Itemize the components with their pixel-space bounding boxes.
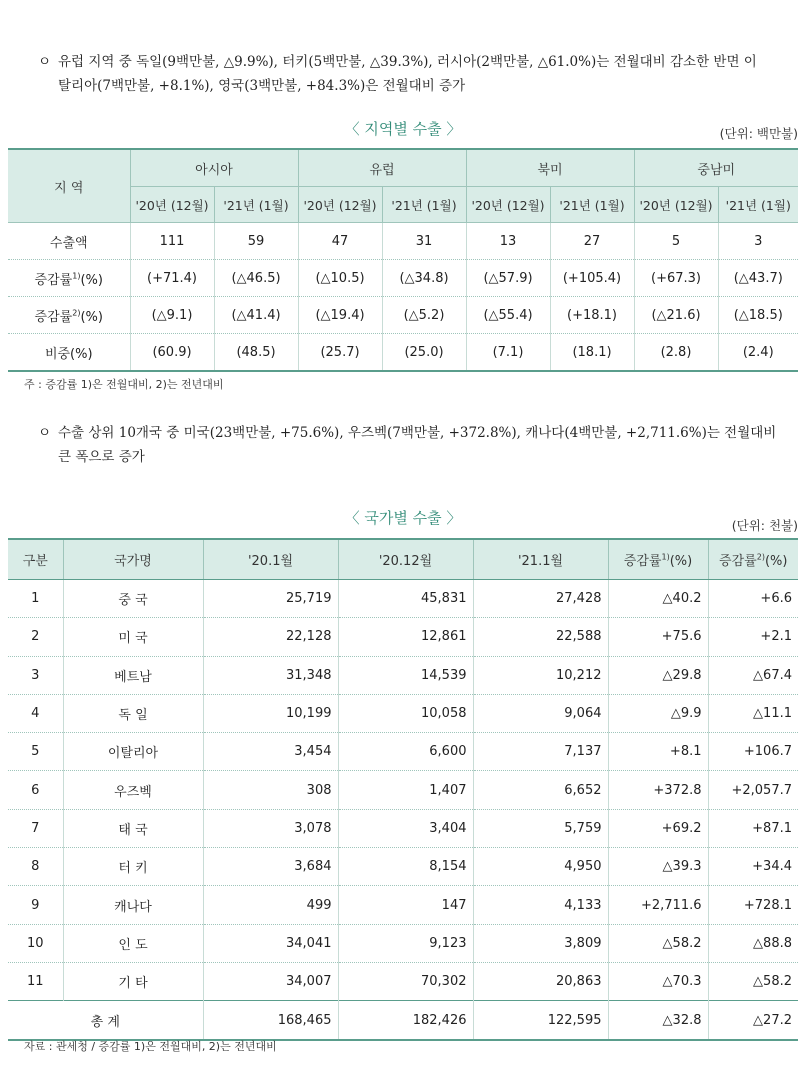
period-header: '20년 (12월) [634,187,718,223]
country-table-row [8,924,798,962]
total-cell-g1: △32.8 [608,1001,708,1041]
country-cell-c1: 3,684 [203,848,338,886]
region-value-cell: (18.1) [550,334,634,372]
total-cell-c3: 122,595 [473,1001,608,1041]
country-cell-c3: 7,137 [473,733,608,771]
period-header: '20년 (12월) [298,187,382,223]
region-value-cell: (25.7) [298,334,382,372]
country-cell-g2: +106.7 [708,733,798,771]
country-cell-c1: 31,348 [203,656,338,694]
mom-growth-header: 증감률$^{1)}$(%) [608,539,708,580]
country-cell-g1: △58.2 [608,924,708,962]
country-cell-c2: 6,600 [338,733,473,771]
country-cell-g1: +75.6 [608,618,708,656]
region-value-cell: (2.4) [718,334,798,372]
country-cell-rank: 11 [8,962,63,1000]
region-value-cell: (△18.5) [718,297,798,334]
country-cell-g2: △67.4 [708,656,798,694]
country-table-row [8,886,798,924]
region-value-cell: 111 [130,223,214,260]
bullet-line-1: 수출 상위 10개국 중 미국(23백만불, +75.6%), 우즈벡(7백만불, +372.8%), 캐나다(4백만불, +2,711.6%)는 전월대비 [58,425,777,441]
region-value-cell: (7.1) [466,334,550,372]
country-cell-c3: 4,133 [473,886,608,924]
country-table-row [8,618,798,656]
country-cell-c1: 22,128 [203,618,338,656]
region-value-cell: (+105.4) [550,260,634,297]
country-cell-c3: 9,064 [473,694,608,732]
country-cell-g1: +8.1 [608,733,708,771]
period-header: '21년 (1월) [550,187,634,223]
country-cell-c3: 27,428 [473,580,608,618]
country-cell-rank: 6 [8,771,63,809]
country-cell-rank: 2 [8,618,63,656]
country-cell-g1: △70.3 [608,962,708,1000]
region-value-cell: (48.5) [214,334,298,372]
region-value-cell: (△57.9) [466,260,550,297]
country-cell-c1: 308 [203,771,338,809]
country-table-row [8,656,798,694]
country-cell-c1: 34,007 [203,962,338,1000]
country-total-row [8,1001,798,1041]
country-table-row [8,694,798,732]
row-label: 수출액 [8,223,130,260]
region-table-row [8,260,798,297]
region-value-cell: (△19.4) [298,297,382,334]
country-cell-g1: +372.8 [608,771,708,809]
country-cell-name: 독 일 [63,694,203,732]
country-cell-rank: 1 [8,580,63,618]
country-cell-c2: 147 [338,886,473,924]
region-value-cell: (△43.7) [718,260,798,297]
country-cell-rank: 5 [8,733,63,771]
region-value-cell: 3 [718,223,798,260]
country-cell-g2: +6.6 [708,580,798,618]
country-table-row [8,771,798,809]
period-header: '21년 (1월) [718,187,798,223]
rank-header: 구분 [8,539,63,580]
country-cell-c2: 12,861 [338,618,473,656]
region-value-cell: (+18.1) [550,297,634,334]
region-table-caption: 〈 지역별 수출 〉 [344,120,462,138]
country-cell-g2: △58.2 [708,962,798,1000]
bullet-mark: ㅇ [38,54,52,70]
country-table-caption: 〈 국가별 수출 〉 [344,509,462,527]
country-cell-g2: +2.1 [708,618,798,656]
country-cell-c2: 3,404 [338,809,473,847]
country-cell-g1: △29.8 [608,656,708,694]
region-value-cell: 5 [634,223,718,260]
country-table-source-note: 자료 : 관세청 / 증감률 1)은 전월대비, 2)는 전년대비 [24,1040,277,1053]
row-label: 비중(%) [44,346,93,362]
country-table-row [8,962,798,1000]
summary-bullet-top10 [38,421,798,469]
country-cell-name: 베트남 [63,656,203,694]
total-cell-c1: 168,465 [203,1001,338,1041]
country-cell-c1: 34,041 [203,924,338,962]
country-name-header: 국가명 [63,539,203,580]
country-cell-rank: 10 [8,924,63,962]
country-cell-g2: +34.4 [708,848,798,886]
country-cell-g2: △11.1 [708,694,798,732]
region-header-north-america: 북미 [466,149,634,187]
country-cell-rank: 8 [8,848,63,886]
region-value-cell: (△21.6) [634,297,718,334]
period-header: '21년 (1월) [382,187,466,223]
country-cell-c2: 45,831 [338,580,473,618]
country-cell-rank: 9 [8,886,63,924]
country-cell-c3: 20,863 [473,962,608,1000]
jan-2020-header: '20.1월 [203,539,338,580]
bullet-mark: ㅇ [38,425,52,441]
country-cell-name: 기 타 [63,962,203,1000]
country-cell-g1: +69.2 [608,809,708,847]
country-cell-c3: 10,212 [473,656,608,694]
region-value-cell: (△10.5) [298,260,382,297]
country-cell-g1: △39.3 [608,848,708,886]
country-cell-c1: 499 [203,886,338,924]
country-cell-name: 우즈벡 [63,771,203,809]
country-cell-name: 중 국 [63,580,203,618]
country-cell-name: 미 국 [63,618,203,656]
region-corner-header: 지 역 [8,149,130,223]
region-value-cell: (60.9) [130,334,214,372]
region-table-note: 주 : 증감률 1)은 전월대비, 2)는 전년대비 [24,378,224,391]
region-value-cell: (+71.4) [130,260,214,297]
region-value-cell: 59 [214,223,298,260]
country-cell-name: 인 도 [63,924,203,962]
country-cell-c3: 22,588 [473,618,608,656]
region-value-cell: (△5.2) [382,297,466,334]
region-value-cell: 27 [550,223,634,260]
country-cell-c3: 4,950 [473,848,608,886]
bullet-line-2: 탈리아(7백만불, +8.1%), 영국(3백만불, +84.3%)은 전월대비 증가 [58,78,466,94]
row-label: 증감률$^{1)}$(%) [8,260,130,297]
country-cell-g1: △9.9 [608,694,708,732]
country-cell-name: 터 키 [63,848,203,886]
yoy-growth-header: 증감률$^{2)}$(%) [708,539,798,580]
country-cell-g1: +2,711.6 [608,886,708,924]
region-export-table [8,148,798,372]
country-cell-c2: 9,123 [338,924,473,962]
region-header-europe: 유럽 [298,149,466,187]
region-value-cell: (△9.1) [130,297,214,334]
country-cell-rank: 4 [8,694,63,732]
country-cell-c3: 5,759 [473,809,608,847]
country-cell-g2: △88.8 [708,924,798,962]
country-table-row [8,848,798,886]
country-table-row [8,809,798,847]
summary-bullet-europe [38,50,798,98]
row-label: 증감률$^{2)}$(%) [8,297,130,334]
country-cell-c2: 1,407 [338,771,473,809]
region-value-cell: 31 [382,223,466,260]
dec-2020-header: '20.12월 [338,539,473,580]
country-cell-c2: 14,539 [338,656,473,694]
total-cell-g2: △27.2 [708,1001,798,1041]
region-table-row [8,297,798,334]
region-value-cell: (△34.8) [382,260,466,297]
region-header-latin-america: 중남미 [634,149,798,187]
country-table-row [8,733,798,771]
country-cell-c2: 10,058 [338,694,473,732]
country-cell-c1: 3,078 [203,809,338,847]
country-cell-c2: 70,302 [338,962,473,1000]
period-header: '21년 (1월) [214,187,298,223]
country-cell-c3: 3,809 [473,924,608,962]
country-cell-g2: +2,057.7 [708,771,798,809]
region-table-row [8,334,798,372]
region-value-cell: 47 [298,223,382,260]
region-value-cell: 13 [466,223,550,260]
country-cell-c1: 3,454 [203,733,338,771]
period-header: '20년 (12월) [130,187,214,223]
total-label: 총 계 [8,1001,203,1041]
country-export-table [8,538,798,1041]
country-cell-g2: +87.1 [708,809,798,847]
country-cell-c2: 8,154 [338,848,473,886]
country-cell-name: 이탈리아 [63,733,203,771]
country-cell-name: 태 국 [63,809,203,847]
region-value-cell: (△46.5) [214,260,298,297]
jan-2021-header: '21.1월 [473,539,608,580]
period-header: '20년 (12월) [466,187,550,223]
total-cell-c2: 182,426 [338,1001,473,1041]
country-table-unit: (단위: 천불) [731,518,798,533]
country-cell-c3: 6,652 [473,771,608,809]
region-value-cell: (+67.3) [634,260,718,297]
bullet-line-2: 큰 폭으로 증가 [58,449,145,465]
country-cell-rank: 3 [8,656,63,694]
region-table-unit: (단위: 백만불) [719,126,798,141]
country-cell-c1: 10,199 [203,694,338,732]
country-cell-name: 캐나다 [63,886,203,924]
region-header-asia: 아시아 [130,149,298,187]
region-value-cell: (△41.4) [214,297,298,334]
country-cell-g1: △40.2 [608,580,708,618]
country-cell-g2: +728.1 [708,886,798,924]
country-table-row [8,580,798,618]
country-cell-rank: 7 [8,809,63,847]
region-value-cell: (△55.4) [466,297,550,334]
region-table-row [8,223,798,260]
region-value-cell: (25.0) [382,334,466,372]
bullet-line-1: 유럽 지역 중 독일(9백만불, △9.9%), 터키(5백만불, △39.3%), 러시아(2백만불, △61.0%)는 전월대비 감소한 반면 이 [58,54,757,70]
country-cell-c1: 25,719 [203,580,338,618]
region-value-cell: (2.8) [634,334,718,372]
